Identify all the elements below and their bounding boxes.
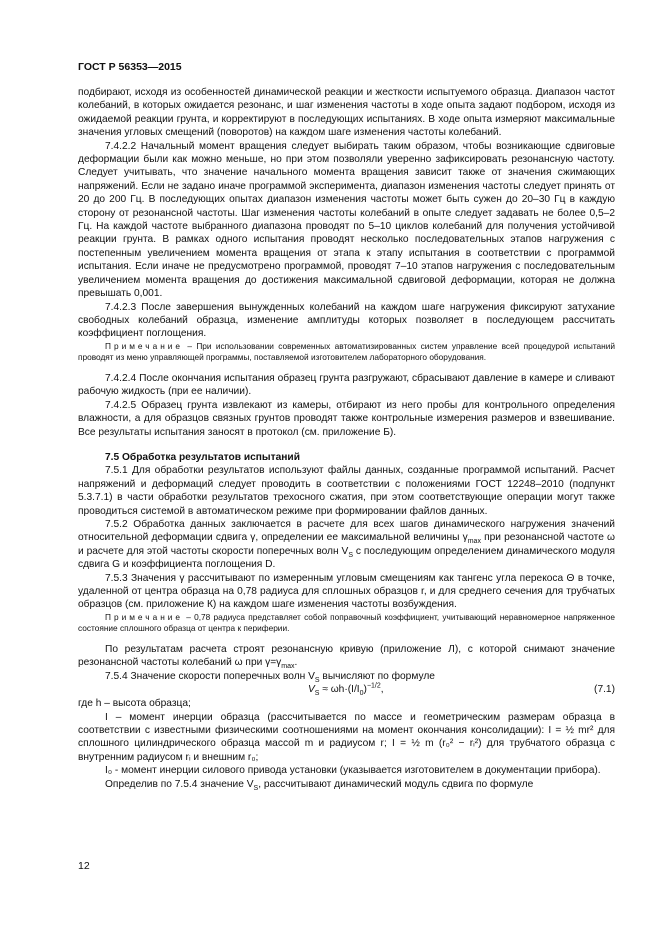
- page-body: [78, 86, 615, 791]
- page-number: 12: [78, 860, 90, 872]
- paragraph-7-4-2-5: 7.4.2.5 Образец грунта извлекают из камеры, отбирают из него пробы для контрольного определения влажности, а для образцов связных грунтов проводят также контрольные измерения размеров и взвешивание. Все результаты испытания заносят в протокол (см. приложение Б).: [78, 399, 615, 438]
- paragraph: подбирают, исходя из особенностей динамической реакции и жесткости испытуемого образца. Диапазон частот колебаний, в которых ожидается резонанс, и шаг изменения частоты в ходе опыта задают подбором, исходя из ожидаемой реакции грунта, и корректируют в последующих испытаниях. В ходе опыта измеряют максимальные значения угловых смещений (поворотов) на каждом шаге изменения частоты колебаний.: [78, 87, 615, 139]
- paragraph: По результатам расчета строят резонансную кривую (приложение Л), с которой снимают значение резонансной частоты колебаний ω при $\gamma=\gamma_{max}$.: [78, 644, 615, 671]
- paragraph: I₀ - момент инерции силового привода установки (указывается изготовителем в документации прибора).: [105, 765, 601, 777]
- note-text: – При использовании современных автоматизированных систем управление всей процедурой испытаний проводят из меню управляющей программы, поставляемой изготовителем лабораторного оборудования.: [78, 340, 615, 363]
- paragraph-7-5-3: 7.5.3 Значения γ рассчитывают по измеренным угловым смещениям как тангенс угла перекоса Θ в точке, удаленной от центра образца на 0,78 радиуса для сплошных образцов r, и для среднего сечения для трубчатых образцов (см. приложение К) на каждом шаге изменения частоты возбуждения.: [78, 572, 615, 611]
- paragraph-7-5-2: 7.5.2 Обработка данных заключается в расчете для всех шагов динамического нагружения значений относительной деформации сдвига γ, определении ее максимальной величины $\gamma_{max}$ при резонансной частоте ω и расчете для этой частоты скорости поперечных волн $V_S$ с последующим определением динамического модуля сдвига G и коэффициента поглощения D.: [78, 518, 615, 571]
- paragraph-7-4-2-3: 7.4.2.3 После завершения вынужденных колебаний на каждом шаге нагружения фиксируют затухание свободных колебаний образца, изменение амплитуды которых позволяет в последующем рассчитать коэффициент поглощения.: [78, 301, 615, 340]
- section-heading: 7.5 Обработка результатов испытаний: [105, 451, 300, 463]
- formula-number: (7.1): [594, 684, 615, 696]
- paragraph-7-4-2-2: 7.4.2.2 Начальный момент вращения следует выбирать таким образом, чтобы возникающие сдвиговые деформации были как можно меньше, но при этом позволяли уверенно зафиксировать резонансную частоту. Следует учитывать, что значение начального момента вращения зависит также от значения сжимающих напряжений. Если не задано иначе программой эксперимента, диапазон изменения частоты следует принять от 20 до 200 Гц. В последующих опытах диапазон изменения частоты может быть сужен до 20–30 Гц в каждую сторону от резонансной частоты. Шаг изменения частоты колебаний в опыте следует задавать не более 0,5–2 Гц. На каждой частоте выбранного диапазона проводят по 5–10 циклов колебаний для получения устойчивой реакции грунта. В рамках одного испытания проводят несколько последовательных этапов нагружения с постепенным увеличением момента вращения от этапа к этапу испытания в соответствии с программой испытания. Если иначе не предусмотрено программой, проводят 7–10 этапов нагружения с последовательным увеличением момента вращения до достижения максимальной сдвиговой деформации, которая не должна превышать 0,001.: [78, 140, 615, 300]
- paragraph-7-4-2-4: 7.4.2.4 После окончания испытания образец грунта разгружают, сбрасывают давление в камере и сливают рабочую жидкость (при ее наличии).: [78, 372, 615, 398]
- paragraph: Определив по 7.5.4 значение $V_S$, рассчитывают динамический модуль сдвига по формуле: [105, 778, 534, 792]
- paragraph: I – момент инерции образца (рассчитывается по массе и геометрическим размерам образца в соответствии с известными физическими соотношениями на момент окончания консолидации): I = ½ mr² для сплошного цилиндрического образца массой m и радиусом r; I = ½ m (r₀² − rᵢ²) для трубчатого образца с внутренним радиусом rᵢ и внешним r₀;: [78, 711, 615, 763]
- note-label: Примечание: [105, 611, 184, 622]
- note-text: – 0,78 радиуса представляет собой поправочный коэффициент, учитывающий неравномерное напряженное состояние сплошного образца от центра к периферии.: [78, 611, 615, 634]
- note-label: Примечание: [105, 340, 184, 351]
- document-header: ГОСТ Р 56353—2015: [78, 61, 182, 73]
- formula-7-1: [78, 683, 615, 697]
- note: [78, 612, 615, 635]
- formula-expression: $V_S \approx \omega h\cdot(I/I_0)^{-1/2}$,: [308, 682, 384, 698]
- paragraph: где h – высота образца;: [78, 698, 191, 710]
- paragraph-7-5-1: 7.5.1 Для обработки результатов используют файлы данных, созданные программой испытаний. Расчет напряжений и деформаций следует проводить в соответствии с положениями ГОСТ 12248–2010 (подпункт 5.3.7.1) в части обработки результатов трехосного сжатия, при этом соответствующие операции могут также проводиться системой в автоматическом режиме при формировании файлов данных.: [78, 465, 615, 517]
- note: [78, 341, 615, 364]
- paragraph-7-5-4: 7.5.4 Значение скорости поперечных волн $V_S$ вычисляют по формуле: [105, 670, 435, 684]
